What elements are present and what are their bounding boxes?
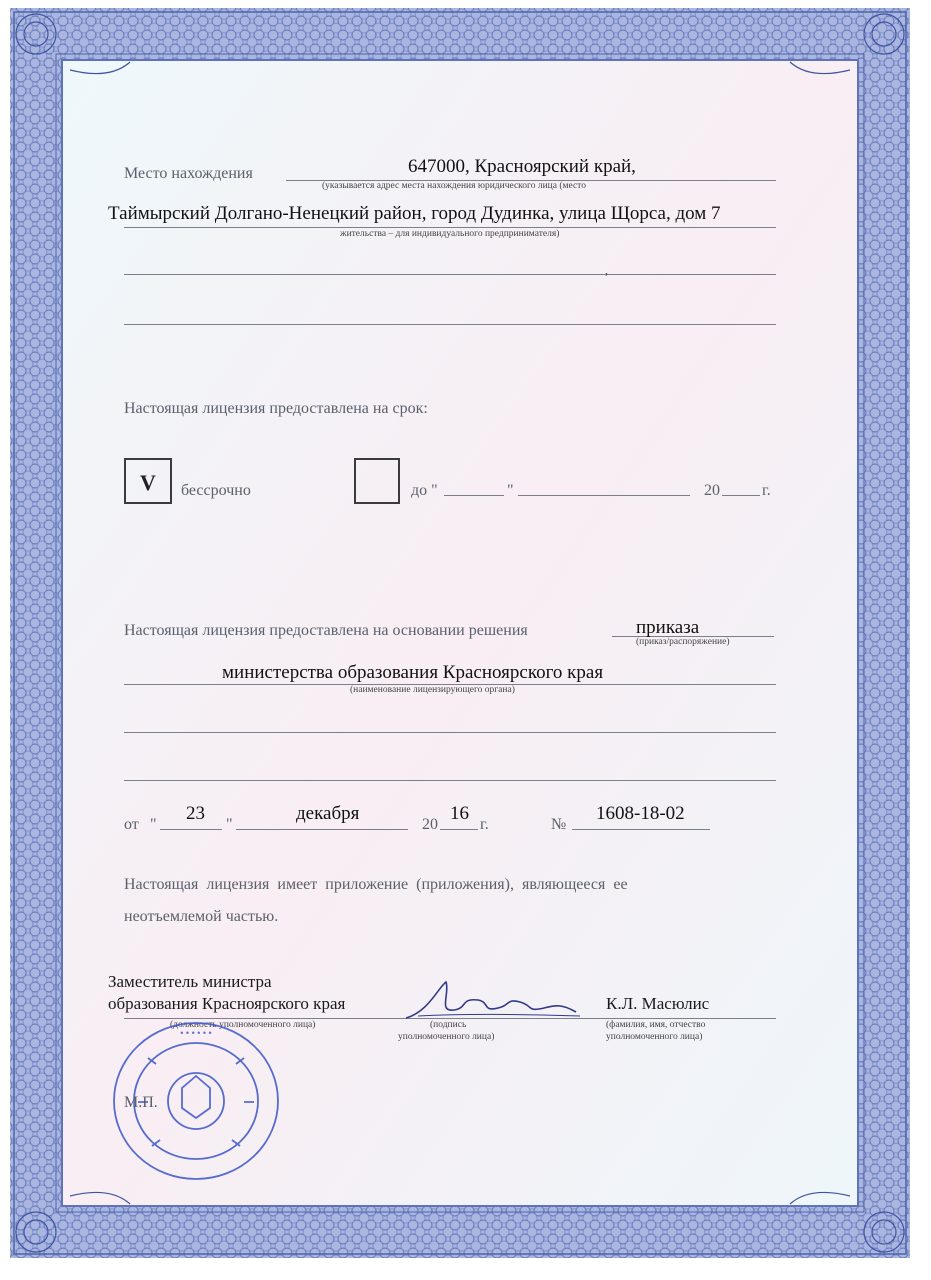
term-option-until: до " (411, 482, 438, 499)
date-day-line (160, 829, 222, 830)
address-label: Место нахождения (124, 165, 253, 182)
number-line (572, 829, 710, 830)
term-month-line (518, 495, 690, 496)
date-month-line (236, 829, 408, 830)
address-value-1: 647000, Красноярский край, (408, 156, 636, 177)
date-quote-open: " (150, 816, 157, 833)
address-value-2: Таймырский Долгано-Ненецкий район, город Дудинка, улица Щорса, дом 7 (108, 203, 721, 224)
sign-note-2: уполномоченного лица) (398, 1032, 495, 1042)
date-year-prefix: 20 (422, 816, 438, 833)
handwritten-signature-icon (398, 968, 588, 1028)
date-year-suffix: г. (480, 816, 489, 833)
signer-name: К.Л. Масюлис (606, 994, 710, 1013)
number-label: № (551, 816, 567, 833)
check-mark-icon: V (140, 470, 156, 495)
signer-position-2: образования Красноярского края (108, 994, 346, 1013)
term-option-unlimited: бессрочно (181, 482, 251, 499)
term-label: Настоящая лицензия предоставлена на срок: (124, 400, 428, 417)
address-comma: , (605, 263, 608, 277)
address-note-1: (указывается адрес места нахождения юридического лица (место (322, 181, 586, 191)
address-line-2 (124, 227, 776, 228)
appendix-text-1: Настоящая лицензия имеет приложение (приложения), являющееся ее (124, 876, 628, 893)
date-quote-close: " (226, 816, 233, 833)
basis-label: Настоящая лицензия предоставлена на основании решения (124, 622, 528, 639)
date-month: декабря (296, 803, 360, 824)
basis-authority: министерства образования Красноярского края (222, 662, 604, 683)
address-note-2: жительства – для индивидуального предпринимателя) (340, 229, 560, 239)
date-year-line (440, 829, 478, 830)
term-checkbox-unlimited[interactable] (124, 458, 172, 504)
sign-note-1: (подпись (430, 1020, 467, 1030)
signer-position-1: Заместитель министра (108, 972, 272, 991)
term-year-prefix: 20 (704, 482, 720, 499)
name-note-2: уполномоченного лица) (606, 1032, 703, 1042)
address-line-3 (124, 274, 776, 275)
svg-text:• • • • • •: • • • • • • (180, 1028, 212, 1038)
license-number: 1608-18-02 (596, 803, 685, 824)
name-note-1: (фамилия, имя, отчество (606, 1020, 706, 1030)
date-year: 16 (450, 803, 469, 824)
basis-line-3 (124, 780, 776, 781)
basis-decision-note: (приказ/распоряжение) (636, 637, 730, 647)
date-day: 23 (186, 803, 205, 824)
appendix-text-2: неотъемлемой частью. (124, 908, 279, 925)
basis-decision-type: приказа (636, 617, 700, 638)
term-year-line (722, 495, 760, 496)
term-checkbox-until[interactable] (354, 458, 400, 504)
term-day-line (444, 495, 504, 496)
basis-authority-note: (наименование лицензирующего органа) (350, 685, 515, 695)
term-year-suffix: г. (762, 482, 771, 499)
basis-line-2 (124, 732, 776, 733)
date-from-label: от (124, 816, 139, 833)
stamp-place-label: М.П. (124, 1094, 158, 1111)
term-quote-close: " (507, 482, 514, 499)
signer-position-note: (должность уполномоченного лица) (170, 1020, 316, 1030)
address-line-4 (124, 324, 776, 325)
